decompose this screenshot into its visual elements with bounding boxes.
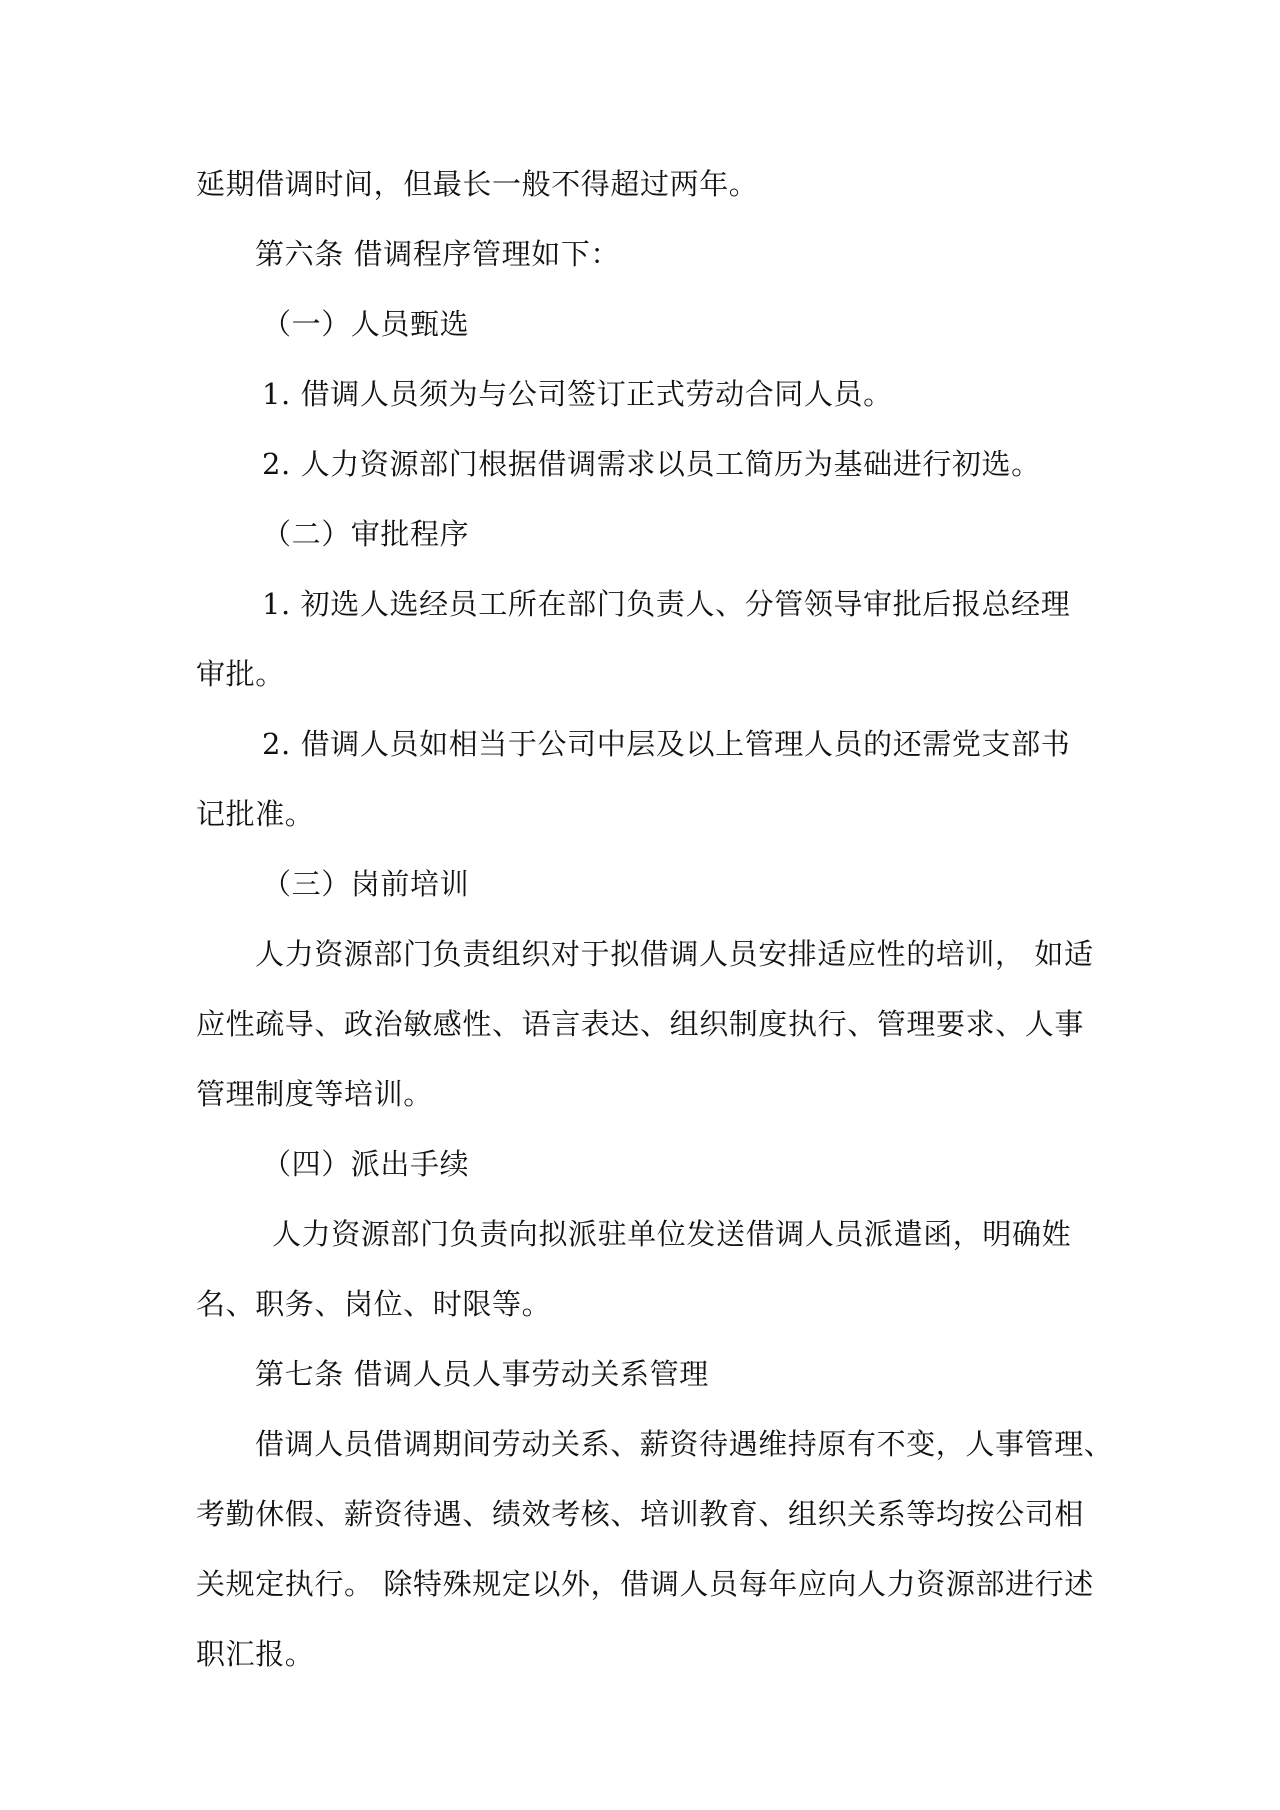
article-heading: 第七条 借调人员人事劳动关系管理 [255,1357,709,1391]
text-line: 审批。 [196,657,285,691]
section-heading: （四）派出手续 [262,1147,470,1181]
text-line: 应性疏导、政治敏感性、语言表达、组织制度执行、管理要求、人事 [196,1007,1085,1041]
section-heading: （三）岗前培训 [262,867,470,901]
text-line: 管理制度等培训。 [196,1077,433,1111]
text-line: 关规定执行。 除特殊规定以外，借调人员每年应向人力资源部进行述 [196,1567,1094,1601]
list-item: 1. 初选人选经员工所在部门负责人、分管领导审批后报总经理 [262,587,1071,621]
article-heading: 第六条 借调程序管理如下： [255,237,621,271]
list-item: 2. 人力资源部门根据借调需求以员工简历为基础进行初选。 [262,447,1041,481]
text-line: 延期借调时间，但最长一般不得超过两年。 [196,167,759,201]
list-item: 1. 借调人员须为与公司签订正式劳动合同人员。 [262,377,893,411]
text-line: 名、职务、岗位、时限等。 [196,1287,552,1321]
section-heading: （一）人员甄选 [262,307,470,341]
section-heading: （二）审批程序 [262,517,470,551]
text-line: 借调人员借调期间劳动关系、薪资待遇维持原有不变，人事管理、 [255,1427,1114,1461]
text-line: 职汇报。 [196,1637,315,1671]
text-line: 考勤休假、薪资待遇、绩效考核、培训教育、组织关系等均按公司相 [196,1497,1085,1531]
text-line: 人力资源部门负责向拟派驻单位发送借调人员派遣函，明确姓 [272,1217,1072,1251]
text-line: 人力资源部门负责组织对于拟借调人员安排适应性的培训， 如适 [255,937,1094,971]
list-item: 2. 借调人员如相当于公司中层及以上管理人员的还需党支部书 [262,727,1071,761]
text-line: 记批准。 [196,797,315,831]
